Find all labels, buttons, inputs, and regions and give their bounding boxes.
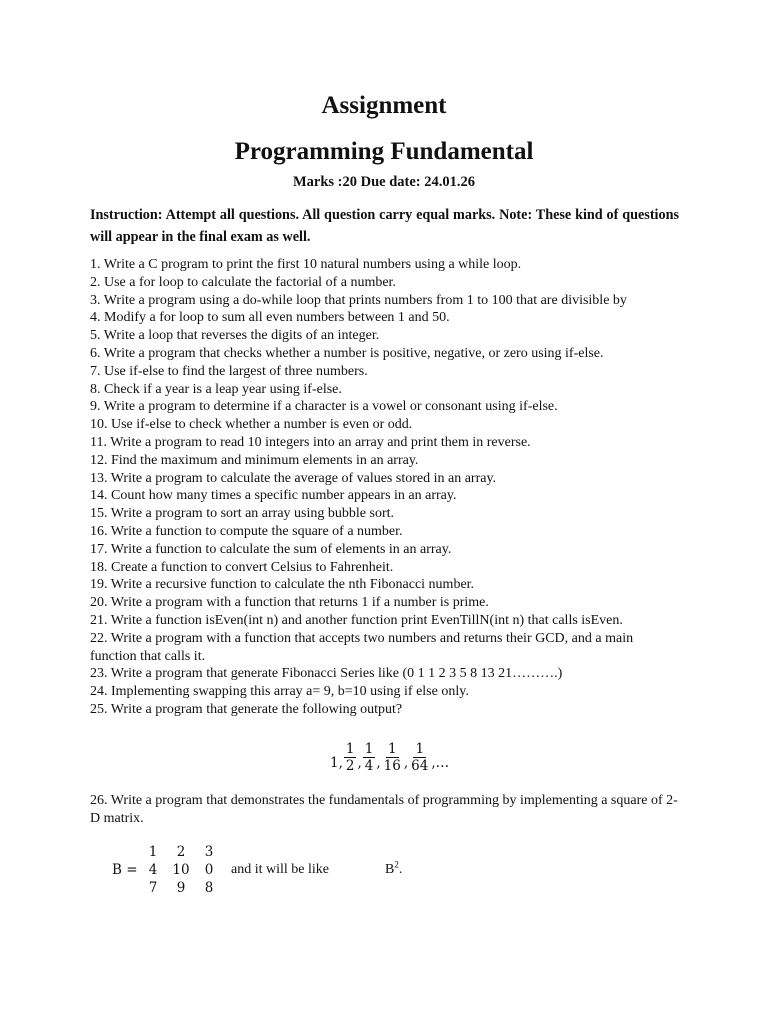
matrix-cell: 8 [204,880,214,896]
sequence-fraction [344,741,357,774]
sequence-formula [330,737,449,777]
sequence-first-term: 1 [330,755,339,771]
question-item: 20. Write a program with a function that returns 1 if a number is prime. [90,595,489,611]
question-item: 22. Write a program with a function that accepts two numbers and returns their GCD, and a main function that calls it. [90,630,634,664]
matrix-cell: 4 [148,862,158,878]
sequence-comma: , [403,755,409,771]
question-item: 11. Write a program to read 10 integers into an array and print them in reverse. [90,434,531,450]
question-item: 8. Check if a year is a leap year using if-else. [90,381,342,397]
question-item: 14. Count how many times a specific number appears in an array. [90,488,457,504]
question-item: 15. Write a program to sort an array using bubble sort. [90,506,394,522]
instruction-text: Instruction: Attempt all questions. All question carry equal marks. Note: These kind of questions will appear in the final exam as well. [90,207,679,245]
question-item: 3. Write a program using a do-while loop that prints numbers from 1 to 100 that are divisible by [90,292,627,308]
fraction-denominator: 16 [383,757,401,774]
matrix-cell: 10 [172,862,190,878]
sequence-fraction [409,741,430,774]
question-item: 5. Write a loop that reverses the digits of an integer. [90,328,380,344]
matrix-label: B = [112,862,138,878]
question-item: 4. Modify a for loop to sum all even numbers between 1 and 50. [90,310,450,326]
question-item: 18. Create a function to convert Celsius to Fahrenheit. [90,559,394,575]
question-26-text: 26. Write a program that demonstrates the fundamentals of programming by implementing a square of 2-D matrix. [90,793,678,826]
matrix-cell: 1 [148,844,158,860]
fraction-numerator: 1 [345,740,355,757]
matrix-cell: 3 [204,844,214,860]
question-item: 10. Use if-else to check whether a number is even or odd. [90,417,413,433]
question-item: 7. Use if-else to find the largest of three numbers. [90,363,368,379]
sequence-comma: , [431,755,436,771]
matrix-cell: 9 [176,880,186,896]
matrix-squared [385,859,403,878]
assignment-title: Assignment [321,92,447,119]
question-item: 13. Write a program to calculate the average of values stored in an array. [90,470,497,486]
sequence-comma: , [376,755,381,771]
fraction-numerator: 1 [364,740,374,757]
matrix-squared-suffix: . [398,862,403,877]
question-list [90,256,690,719]
matrix-grid [140,844,222,898]
question-item: 6. Write a program that checks whether a number is positive, negative, or zero using if-else. [90,345,604,361]
question-item: 12. Find the maximum and minimum elements in an array. [90,452,419,468]
matrix-cell: 0 [204,862,214,878]
matrix-squared-base: B [385,862,395,877]
sequence-ellipsis: … [435,755,450,771]
sequence-comma: , [338,755,343,771]
question-item: 19. Write a recursive function to calculate the nth Fibonacci number. [90,577,475,593]
question-item: 17. Write a function to calculate the sum of elements in an array. [90,541,452,557]
fraction-numerator: 1 [415,740,425,757]
sequence-comma: , [357,755,362,771]
fraction-denominator: 4 [364,757,374,774]
matrix-cell: 2 [176,844,186,860]
question-item: 24. Implementing swapping this array a= 9, b=10 using if else only. [90,684,469,700]
sequence-fraction [382,741,403,774]
question-item: 16. Write a function to compute the square of a number. [90,523,403,539]
marks-due-date: Marks :20 Due date: 24.01.26 [292,174,476,190]
matrix-cell: 7 [148,880,158,896]
subject-title: Programming Fundamental [234,138,534,165]
question-item: 1. Write a C program to print the first 10 natural numbers using a while loop. [90,257,522,272]
sequence-fraction [363,741,376,774]
question-item: 21. Write a function isEven(int n) and another function print EvenTillN(int n) that calls isEven. [90,612,623,628]
matrix-note: and it will be like [231,862,329,877]
fraction-numerator: 1 [387,740,397,757]
question-item: 23. Write a program that generate Fibonacci Series like (0 1 1 2 3 5 8 13 21……….) [90,666,563,682]
question-item: 2. Use a for loop to calculate the factorial of a number. [90,274,396,290]
matrix-squared-exponent: 2 [394,859,399,870]
fraction-denominator: 2 [345,757,355,774]
question-item: 25. Write a program that generate the following output? [90,701,403,717]
question-item: 9. Write a program to determine if a character is a vowel or consonant using if-else. [90,399,558,415]
fraction-denominator: 64 [411,757,429,774]
